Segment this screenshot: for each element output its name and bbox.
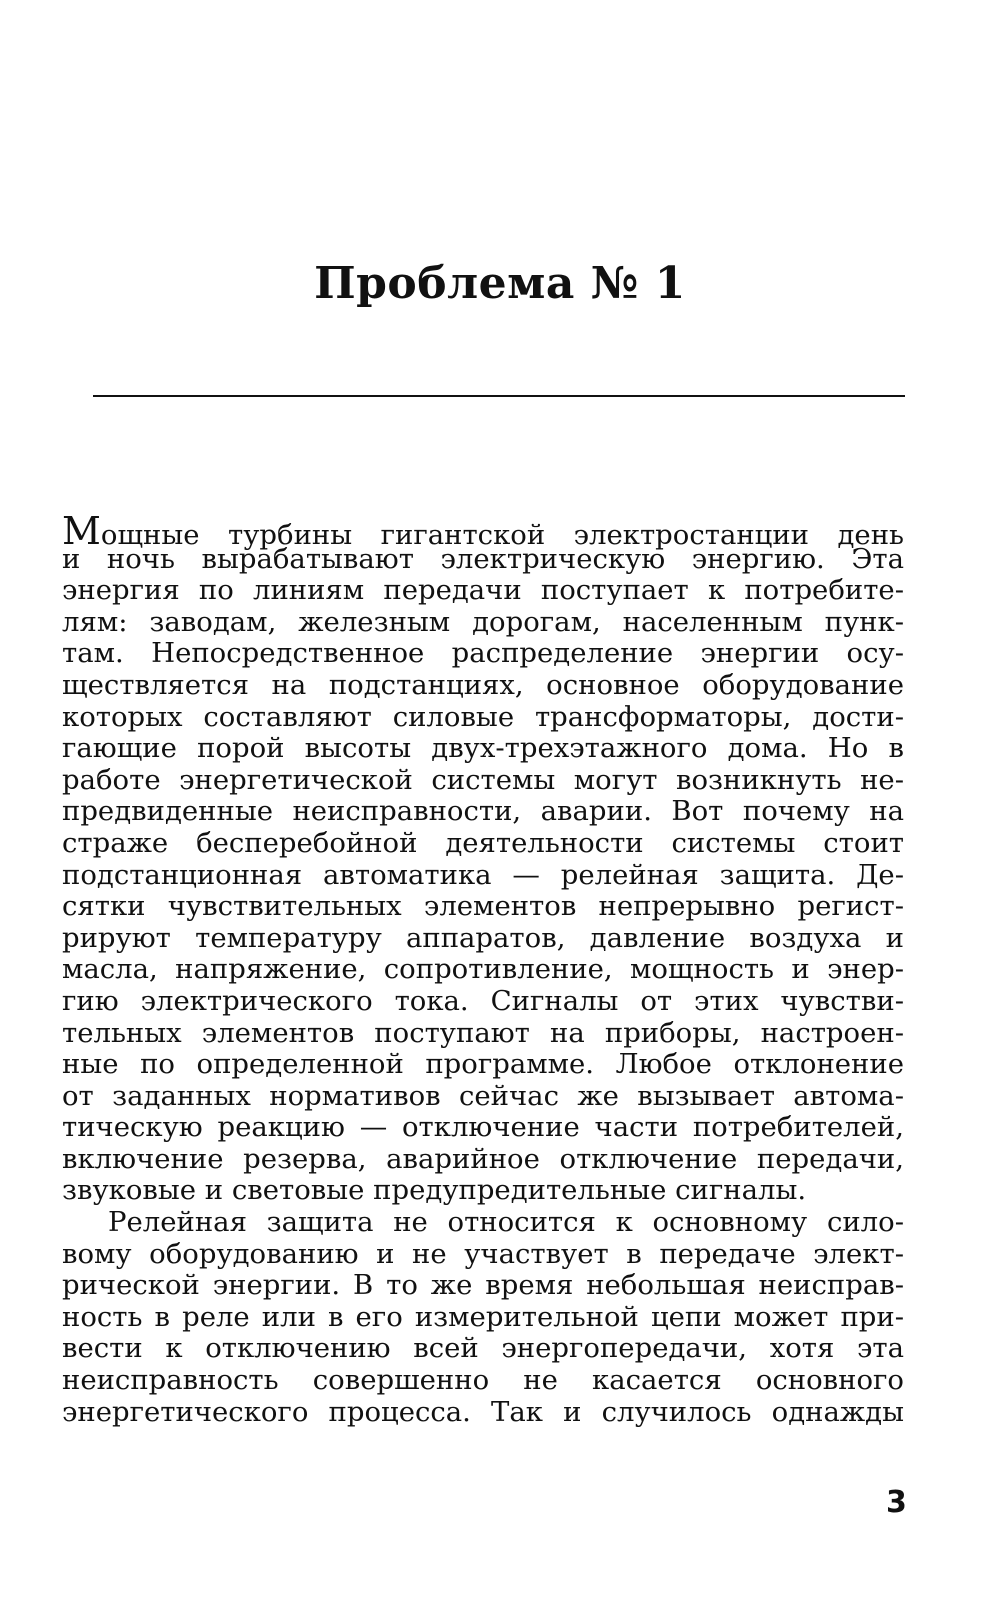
text-line <box>62 509 904 553</box>
text-line: и ночь вырабатывают электрическую энергию. Эта <box>62 542 904 575</box>
text-line: звуковые и световые предупредительные сигналы. <box>62 1174 807 1207</box>
text-line: лям: заводам, железным дорогам, населенным пунк- <box>62 605 904 638</box>
text-line: энергия по линиям передачи поступает к потребите- <box>62 574 904 607</box>
text-line: энергетического процесса. Так и случилось однажды <box>62 1395 904 1428</box>
text-line: ность в реле или в его измерительной цепи может при- <box>62 1300 904 1333</box>
text-line: сятки чувствительных элементов непрерывно регист- <box>62 890 904 923</box>
text-line: ные по определенной программе. Любое отклонение <box>62 1048 904 1081</box>
text-line: включение резерва, аварийное отключение передачи, <box>62 1142 904 1175</box>
text-line: гающие порой высоты двух-трехэтажного дома. Но в <box>62 732 904 765</box>
text-line: вому оборудованию и не участвует в передаче элект- <box>62 1237 904 1270</box>
text-line: тельных элементов поступают на приборы, настроен- <box>62 1016 904 1049</box>
text-line: рируют температуру аппаратов, давление воздуха и <box>62 921 904 954</box>
text-line: Релейная защита не относится к основному сило- <box>108 1206 904 1239</box>
text-line: предвиденные неисправности, аварии. Вот почему на <box>62 795 904 828</box>
chapter-title: Проблема № 1 <box>314 258 686 309</box>
text-line: работе энергетической системы могут возникнуть не- <box>62 763 904 796</box>
text-line: вести к отключению всей энергопередачи, хотя эта <box>62 1332 904 1365</box>
text-line: там. Непосредственное распределение энергии осу- <box>62 637 904 670</box>
text-line: которых составляют силовые трансформаторы, дости- <box>62 700 904 733</box>
text-line: неисправность совершенно не касается основного <box>62 1364 904 1397</box>
body-text <box>62 509 904 1428</box>
title-divider <box>93 395 905 397</box>
text-line: ществляется на подстанциях, основное оборудование <box>62 668 904 701</box>
text-line: рической энергии. В то же время небольшая неисправ- <box>62 1269 904 1302</box>
page-number: 3 <box>886 1485 907 1520</box>
drop-cap: М <box>62 509 101 553</box>
first-line-text: ощные турбины гигантской электростанции день <box>100 519 904 551</box>
text-line: масла, напряжение, сопротивление, мощность и энер- <box>62 953 904 986</box>
text-line: от заданных нормативов сейчас же вызывает автома- <box>62 1079 904 1112</box>
text-line: тическую реакцию — отключение части потребителей, <box>62 1111 904 1144</box>
text-line: гию электрического тока. Сигналы от этих чувстви- <box>62 984 904 1017</box>
text-line: страже бесперебойной деятельности системы стоит <box>62 826 904 859</box>
text-line: подстанционная автоматика — релейная защита. Де- <box>62 858 904 891</box>
